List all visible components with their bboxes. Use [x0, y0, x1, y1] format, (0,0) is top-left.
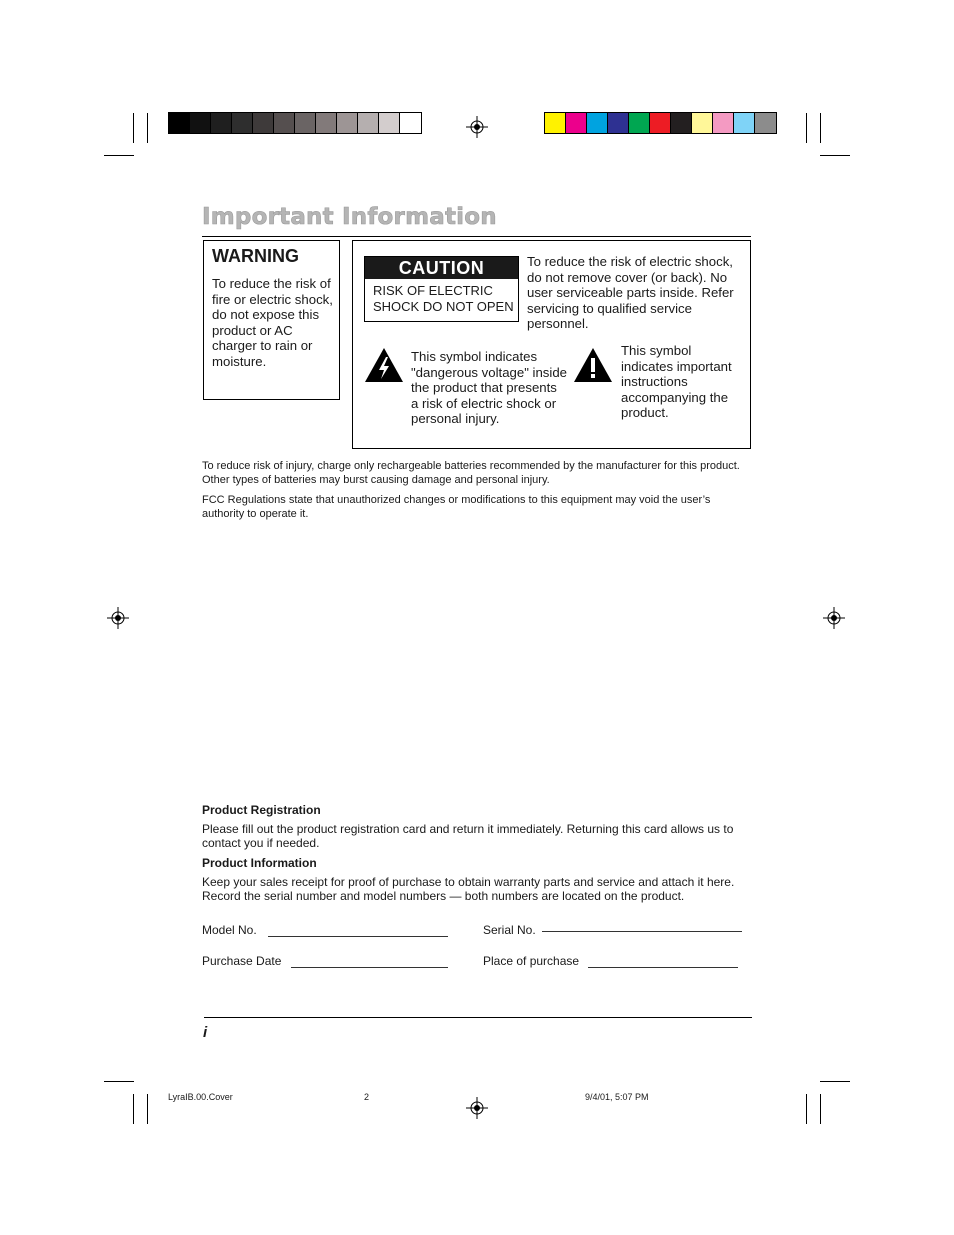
gray-swatch: [211, 113, 232, 133]
caution-label: [364, 256, 519, 322]
warning-box: [203, 240, 340, 400]
crop-mark: [147, 1094, 148, 1124]
exclamation-symbol-text: This symbol indicates important instructions accompanying the product.: [621, 343, 732, 421]
gray-swatch: [400, 113, 421, 133]
gray-swatch: [316, 113, 337, 133]
serial-number-label: Serial No.: [483, 923, 536, 937]
color-swatch: [650, 113, 671, 133]
lightning-warning-icon: [364, 347, 404, 383]
model-number-field[interactable]: [268, 936, 448, 937]
crop-mark: [820, 113, 821, 143]
crop-mark: [133, 1094, 134, 1124]
caution-text: To reduce the risk of electric shock, do not remove cover (or back). No user serviceable parts inside. Refer servicing to qualified service personnel.: [527, 254, 734, 332]
product-information-text: Keep your sales receipt for proof of purchase to obtain warranty parts and service and attach it here. Record the serial number and model numbers — both numbers are located on the product.: [202, 875, 735, 903]
color-swatch: [629, 113, 650, 133]
product-registration-heading: Product Registration: [202, 803, 321, 817]
color-swatch: [692, 113, 713, 133]
crop-mark: [104, 155, 134, 156]
crop-mark: [820, 1094, 821, 1124]
product-registration-text: Please fill out the product registration card and return it immediately. Returning this card allows us to contact you if needed.: [202, 822, 734, 850]
registration-target-icon: [107, 607, 129, 629]
caution-heading: CAUTION: [365, 257, 518, 279]
gray-swatch: [337, 113, 358, 133]
color-swatch: [608, 113, 629, 133]
color-swatch: [545, 113, 566, 133]
gray-swatch: [295, 113, 316, 133]
color-swatch: [587, 113, 608, 133]
warning-text: To reduce the risk of fire or electric shock, do not expose this product or AC charger to rain or moisture.: [212, 276, 333, 369]
model-number-label: Model No.: [202, 923, 257, 937]
process-color-bar: [544, 112, 777, 134]
purchase-date-label: Purchase Date: [202, 954, 282, 968]
exclamation-warning-icon: [573, 347, 613, 383]
slug-page-number: 2: [364, 1092, 370, 1102]
crop-mark: [147, 113, 148, 143]
registration-target-icon: [466, 1097, 488, 1119]
caution-sublabel-line: RISK OF ELECTRIC: [373, 283, 493, 298]
title-rule: [202, 236, 751, 237]
crop-mark: [820, 155, 850, 156]
footer-rule: [204, 1017, 752, 1018]
gray-swatch: [358, 113, 379, 133]
color-swatch: [671, 113, 692, 133]
page-number: i: [203, 1024, 208, 1041]
slug-file-name: LyraIB.00.Cover: [168, 1092, 233, 1102]
serial-number-field[interactable]: [542, 931, 742, 932]
gray-swatch: [190, 113, 211, 133]
place-of-purchase-label: Place of purchase: [483, 954, 580, 968]
crop-mark: [133, 113, 134, 143]
place-of-purchase-field[interactable]: [588, 967, 738, 968]
gray-swatch: [169, 113, 190, 133]
fcc-note: FCC Regulations state that unauthorized changes or modifications to this equipment may void the user’s authority to operate it.: [202, 494, 711, 520]
purchase-date-field[interactable]: [291, 967, 448, 968]
gray-swatch: [253, 113, 274, 133]
caution-sublabel-line: SHOCK DO NOT OPEN: [373, 298, 514, 314]
color-swatch: [566, 113, 587, 133]
registration-target-icon: [823, 607, 845, 629]
color-swatch: [713, 113, 734, 133]
slug-date: 9/4/01, 5:07 PM: [585, 1092, 649, 1102]
caution-sublabel: [373, 283, 514, 314]
registration-target-icon: [466, 116, 488, 138]
color-swatch: [755, 113, 776, 133]
crop-mark: [820, 1081, 850, 1082]
crop-mark: [104, 1081, 134, 1082]
color-swatch: [734, 113, 755, 133]
warning-heading: WARNING: [212, 246, 299, 266]
battery-note: To reduce risk of injury, charge only rechargeable batteries recommended by the manufacturer for this product. Other types of batteries may burst causing damage and personal injury.: [202, 460, 740, 486]
page-title: Important Information: [202, 204, 497, 230]
gray-swatch: [274, 113, 295, 133]
grayscale-color-bar: [168, 112, 422, 134]
crop-mark: [806, 1094, 807, 1124]
gray-swatch: [232, 113, 253, 133]
crop-mark: [806, 113, 807, 143]
gray-swatch: [379, 113, 400, 133]
voltage-symbol-text: This symbol indicates "dangerous voltage" inside the product that presents a risk of electric shock or personal injury.: [411, 349, 567, 427]
product-information-heading: Product Information: [202, 856, 317, 870]
